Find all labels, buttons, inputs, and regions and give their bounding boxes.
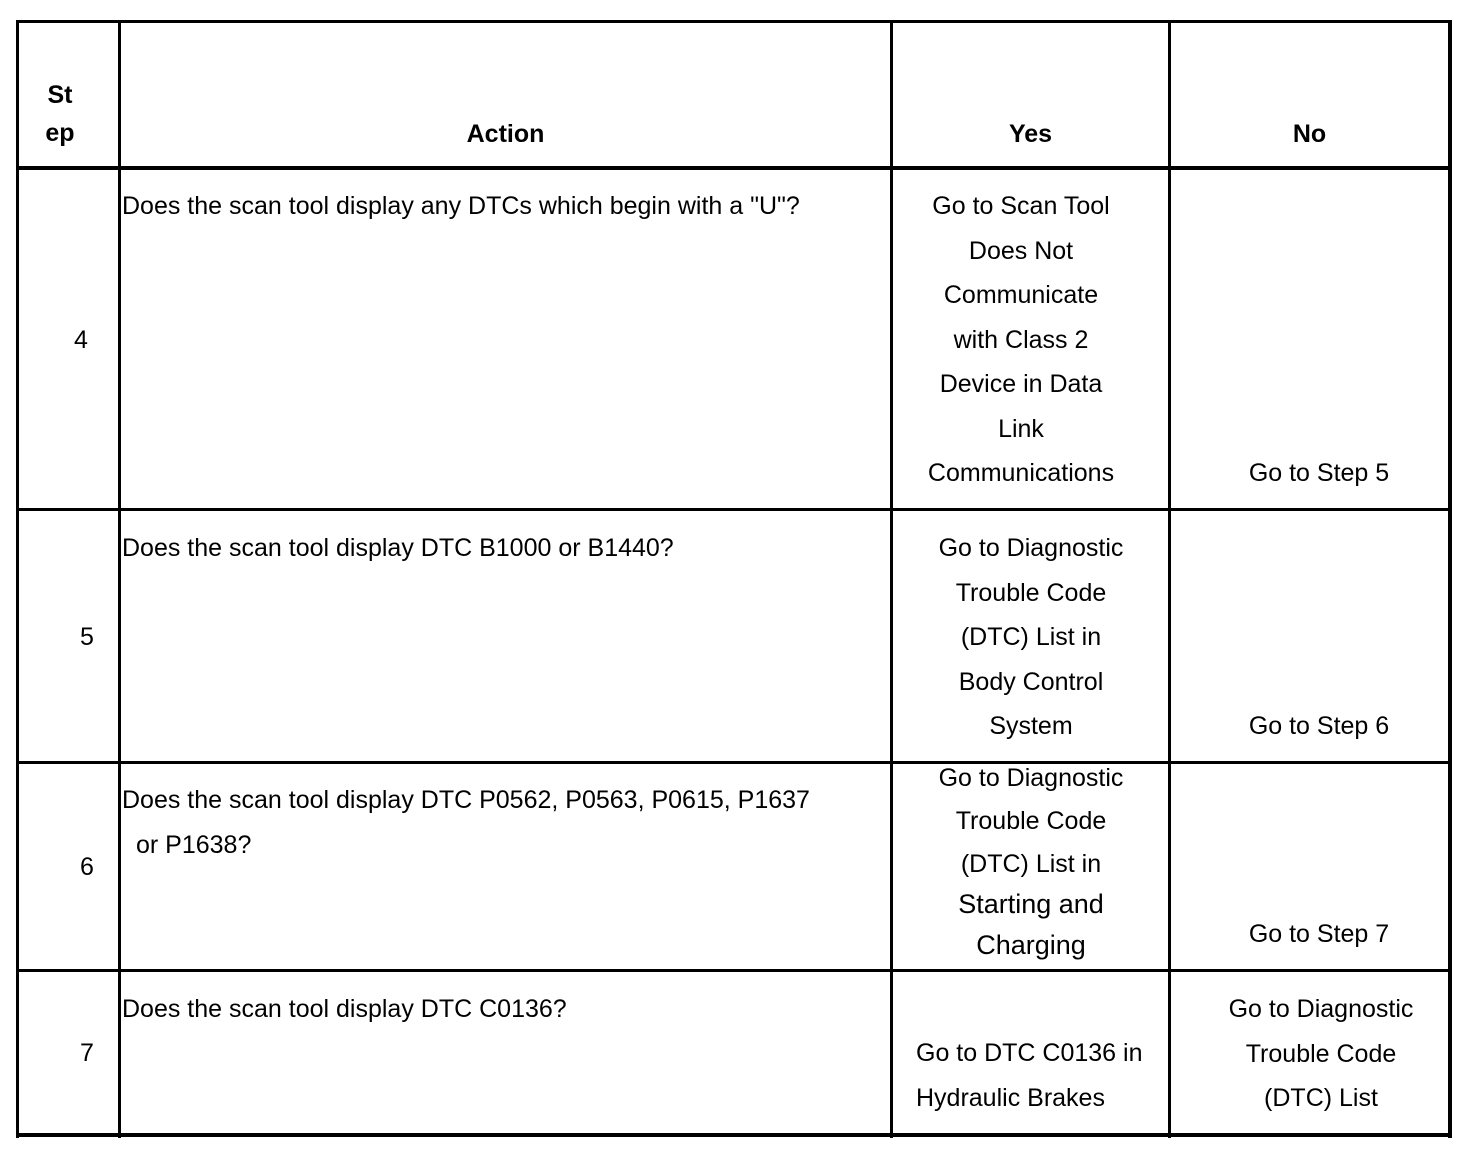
no-text: Go to Step 5 [1248, 459, 1390, 487]
step-number: 6 [80, 853, 94, 881]
table-border-right [1448, 20, 1452, 1138]
row-divider [16, 969, 1452, 972]
action-text: Does the scan tool display any DTCs which begin with a "U"? [122, 192, 800, 220]
header-step-line2: ep [45, 119, 75, 147]
column-divider [118, 20, 121, 1138]
yes-text: Go to DTC C0136 in Hydraulic Brakes [916, 1039, 1143, 1112]
no-text: Go to Step 7 [1248, 920, 1390, 948]
step-number: 4 [74, 326, 88, 354]
row-divider [16, 508, 1452, 511]
step-number: 7 [80, 1039, 94, 1067]
header-step [30, 76, 90, 152]
row-divider [16, 761, 1452, 764]
header-action: Action [466, 120, 545, 148]
column-divider [890, 20, 893, 1138]
header-no: No [1292, 120, 1327, 148]
yes-text: Go to Scan Tool Does Not Communicate with Class 2 Device in Data Link Communications [927, 192, 1115, 487]
table-border-bottom [16, 1133, 1452, 1137]
table-border-left [16, 20, 19, 1138]
header-yes: Yes [1008, 120, 1053, 148]
no-text: Go to Diagnostic Trouble Code (DTC) List [1228, 995, 1414, 1112]
yes-text: Go to Diagnostic Trouble Code (DTC) List in Starting and Charging [938, 764, 1124, 960]
step-number: 5 [80, 623, 94, 651]
header-step-line1: St [47, 81, 73, 109]
action-text: Does the scan tool display DTC P0562, P0563, P0615, P1637 or P1638? [122, 786, 810, 859]
action-text: Does the scan tool display DTC B1000 or B1440? [122, 534, 674, 562]
column-divider [1168, 20, 1171, 1138]
yes-text: Go to Diagnostic Trouble Code (DTC) List in Body Control System [938, 534, 1124, 740]
action-text: Does the scan tool display DTC C0136? [122, 995, 567, 1023]
no-text: Go to Step 6 [1248, 712, 1390, 740]
diagnostic-table [16, 20, 1452, 1138]
table-border-top [16, 20, 1452, 23]
header-divider [16, 166, 1452, 170]
